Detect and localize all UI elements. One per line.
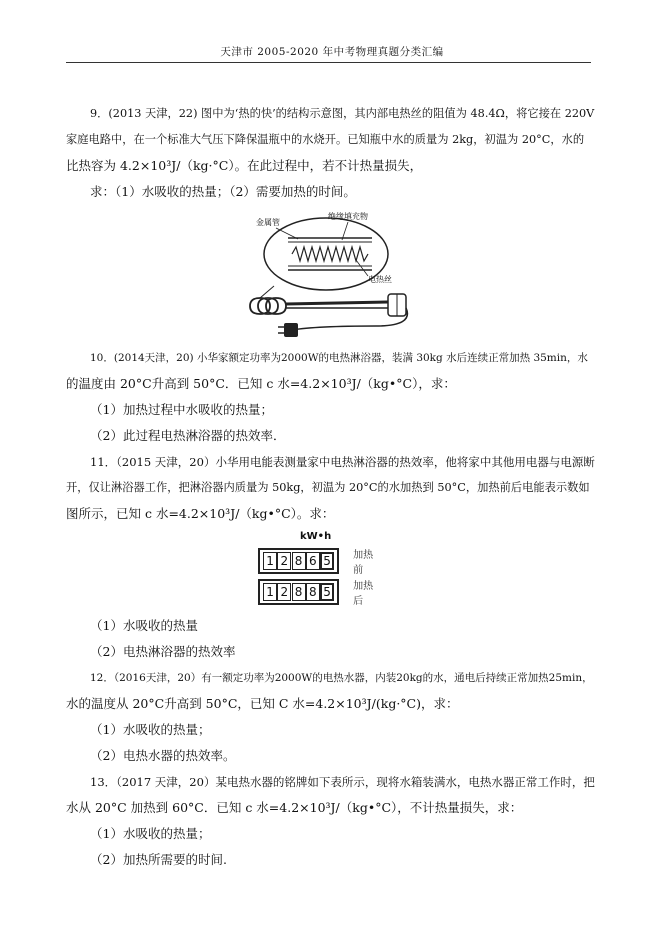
meter-digit: 8 [292,583,306,601]
meter-digit: 6 [306,552,320,570]
meter-after-label: 加热后 [353,581,374,607]
q9-line2: 家庭电路中，在一个标准大气压下降保温瓶中的水烧开。已知瓶中水的质量为 2kg，初温为 20°C，水的 [66,133,585,146]
meter-digit-decimal: 5 [320,552,334,570]
q13-line1: 13．（2017 天津，20）某电热水器的铭牌如下表所示，现将水箱装满水，电热水器正常工作时，把 [90,775,595,789]
q9-line1: 9．(2013 天津，22) 图中为‘热的快’的结构示意图，其内部电热丝的阻值为 48.4Ω，将它接在 220V [90,107,595,120]
q10-line1: 10．(2014天津，20) 小华家额定功率为2000W的电热淋浴器，装满 30kg 水后连续正常加热 35min，水 [90,352,588,364]
q11-item2: （2）电热淋浴器的热效率 [90,644,236,659]
meter-digit: 2 [277,552,291,570]
meter-digit-decimal: 5 [320,583,334,601]
label-tube: 金属管 [256,218,280,227]
meter-before [258,546,378,576]
meter-digit: 2 [277,583,291,601]
q12-item1: （1）水吸收的热量； [90,722,211,737]
q11-line2: 开，仅让淋浴器工作，把淋浴器内质量为 50kg，初温为 20°C的水加热到 50°C，加热前后电能表示数如 [66,481,590,494]
plug [284,323,298,337]
meter-before-label: 加热前 [353,550,374,576]
q11-line3: 图所示，已知 c 水=4.2×10³J/（kg•°C）。求： [66,506,335,521]
label-wire: 电热丝 [368,275,392,284]
meter-before-display [258,548,339,574]
q13-item2: （2）加热所需要的时间. [90,852,227,867]
q12-item2: （2）电热水器的热效率。 [90,748,236,763]
q12-line1: 12．（2016天津，20）有一额定功率为2000W的电热水器，内装20kg的水，通电后持续正常加热25min， [90,672,593,684]
q13-line2: 水从 20°C 加热到 60°C．已知 c 水=4.2×10³J/（kg•°C），不计热量损失，求： [66,800,523,815]
meter-after-display [258,579,339,605]
q13-item1: （1）水吸收的热量； [90,826,211,841]
heater-diagram [240,208,420,343]
q9-line4: 求：（1）水吸收的热量；（2）需要加热的时间。 [90,184,356,199]
meter-unit: kW•h [300,531,332,542]
meter-digit: 8 [306,583,320,601]
page-header: 天津市 2005-2020 年中考物理真题分类汇编 [220,46,444,58]
coil [250,298,286,314]
q10-line2: 的温度由 20°C升高到 50°C．已知 c 水=4.2×10³J/（kg•°C），求： [66,376,456,391]
q10-item2: （2）此过程电热淋浴器的热效率． [90,428,286,443]
header-rule [66,62,591,63]
q11-item1: （1）水吸收的热量 [90,618,198,633]
q12-line2: 水的温度从 20°C升高到 50°C，已知 C 水=4.2×10³J/(kg·°C)，求： [66,696,459,711]
q9-line3: 比热容为 4.2×10³J/（kg·°C）。在此过程中，若不计热量损失， [66,158,423,173]
q10-item1: （1）加热过程中水吸收的热量； [90,402,273,417]
heating-wire [292,247,368,261]
q11-line1: 11．（2015 天津，20）小华用电能表测量家中电热淋浴器的热效率，他将家中其他用电器与电源断 [90,455,595,469]
label-insulator: 绝缘填充物 [328,212,368,221]
meter-digit: 1 [263,583,277,601]
meter-after [258,577,378,607]
meter-digit: 8 [292,552,306,570]
meter-digit: 1 [263,552,277,570]
